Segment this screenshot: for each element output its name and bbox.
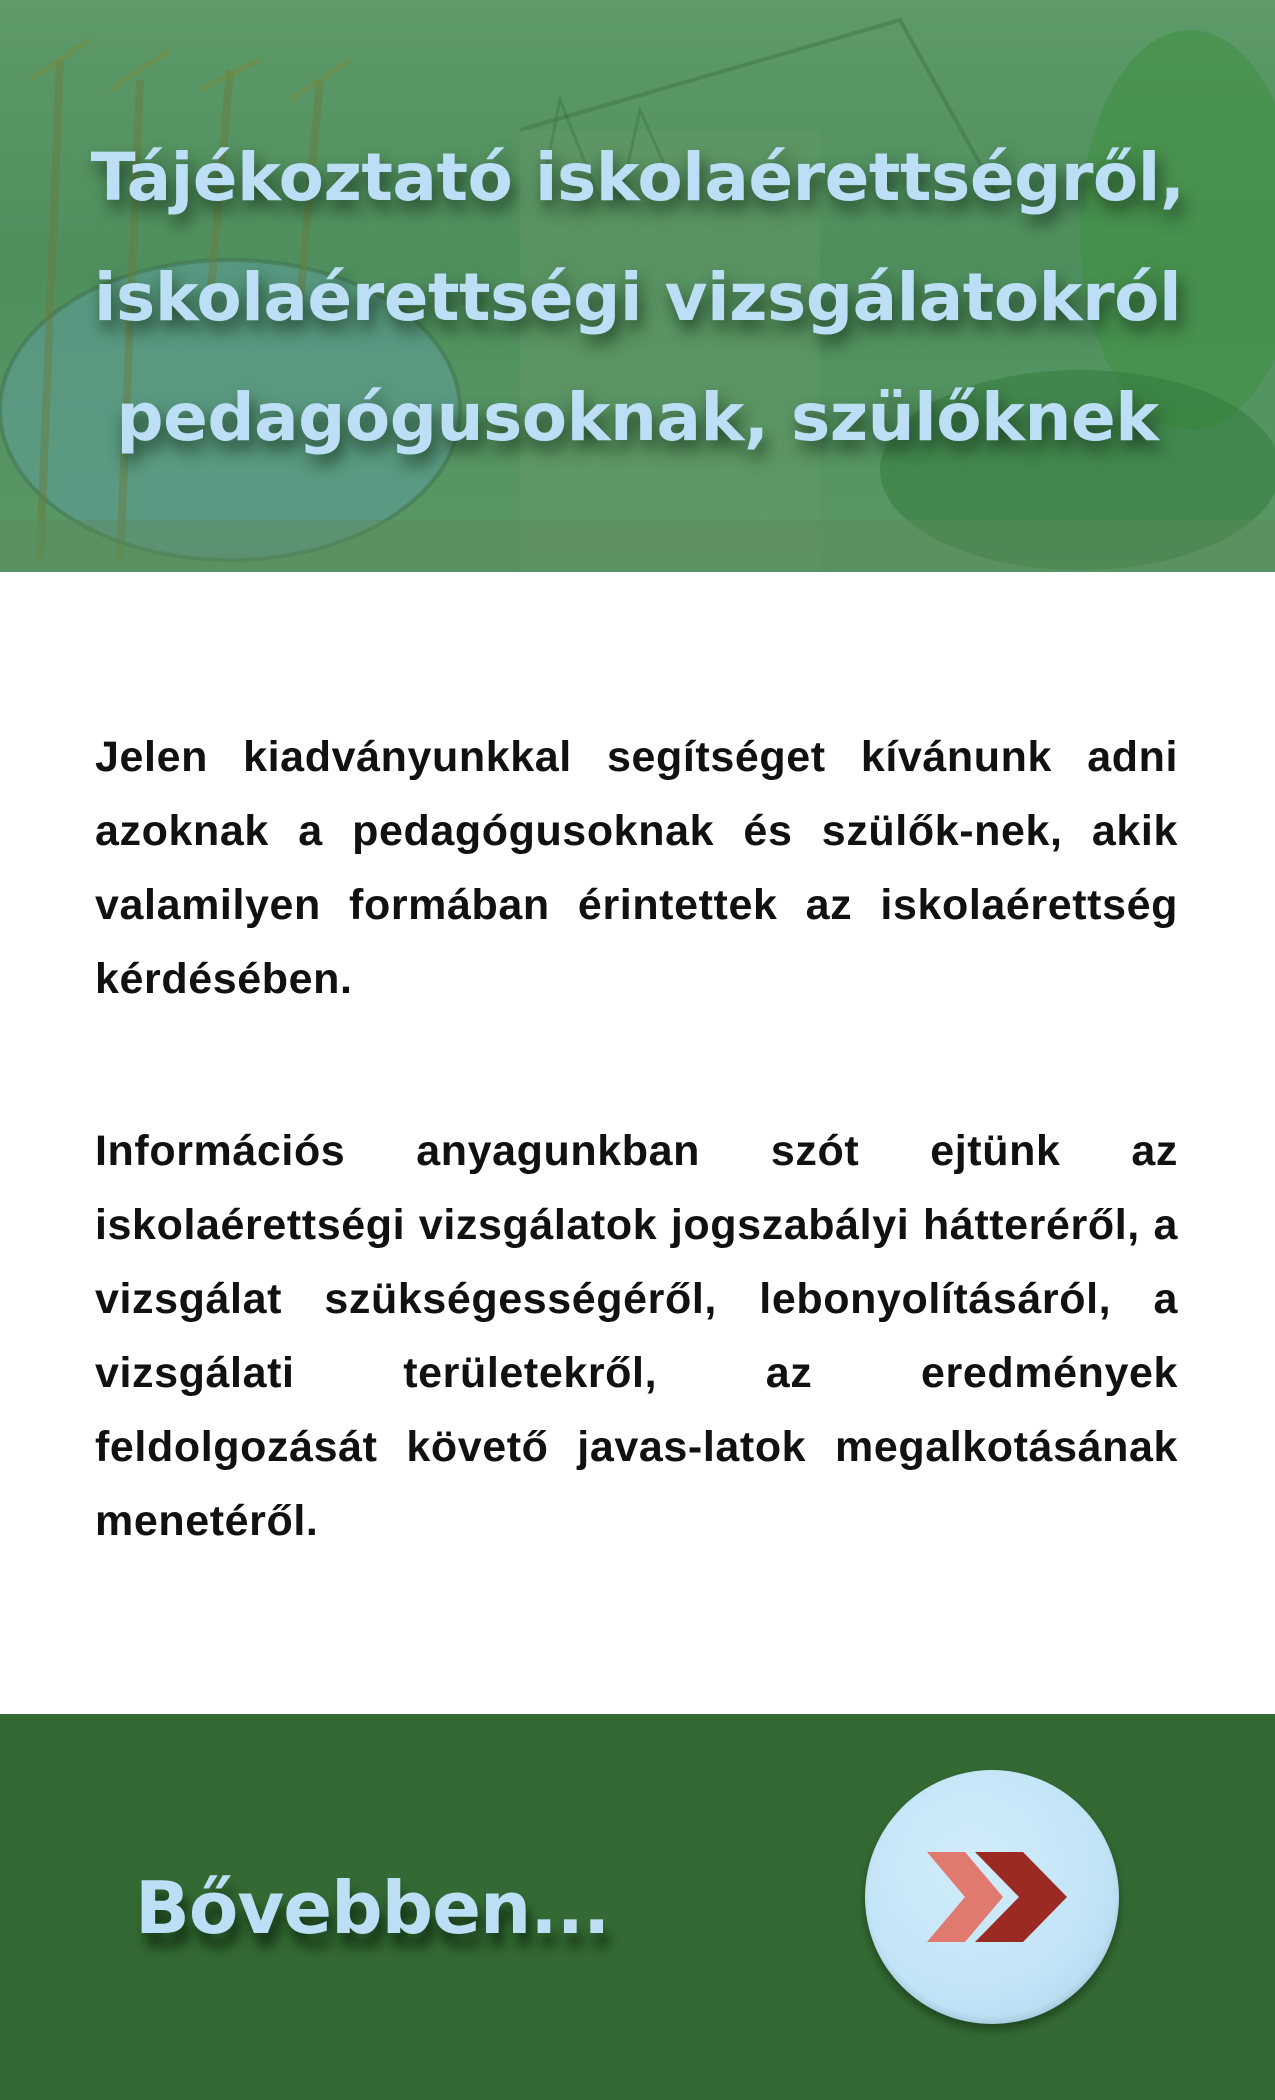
- intro-text: [95, 720, 1178, 1558]
- header-banner: [0, 0, 1275, 572]
- double-chevron-right-icon: [927, 1852, 1067, 1942]
- intro-paragraph-2: Információs anyagunkban szót ejtünk az iskolaérettségi vizsgálatok jogszabályi hátteréről, a vizsgálat szükségességéről, lebonyolításáról, a vizsgálati területekről, az eredmények feldolgozását követő javas-latok megalkotásának menetéről.: [95, 1127, 1178, 1545]
- next-button[interactable]: [865, 1770, 1119, 2024]
- intro-paragraph-1: Jelen kiadványunkkal segítséget kívánunk adni azoknak a pedagógusoknak és szülők-nek, akik valamilyen formában érintettek az iskolaérettség kérdésében.: [95, 733, 1178, 1003]
- title-line-2: iskolaérettségi vizsgálatokról: [93, 259, 1182, 336]
- read-more-link[interactable]: Bővebben...: [135, 1866, 610, 1950]
- page-title: [60, 118, 1215, 478]
- title-line-3: pedagógusoknak, szülőknek: [116, 379, 1159, 456]
- title-line-1: Tájékoztató iskolaérettségről,: [90, 139, 1185, 216]
